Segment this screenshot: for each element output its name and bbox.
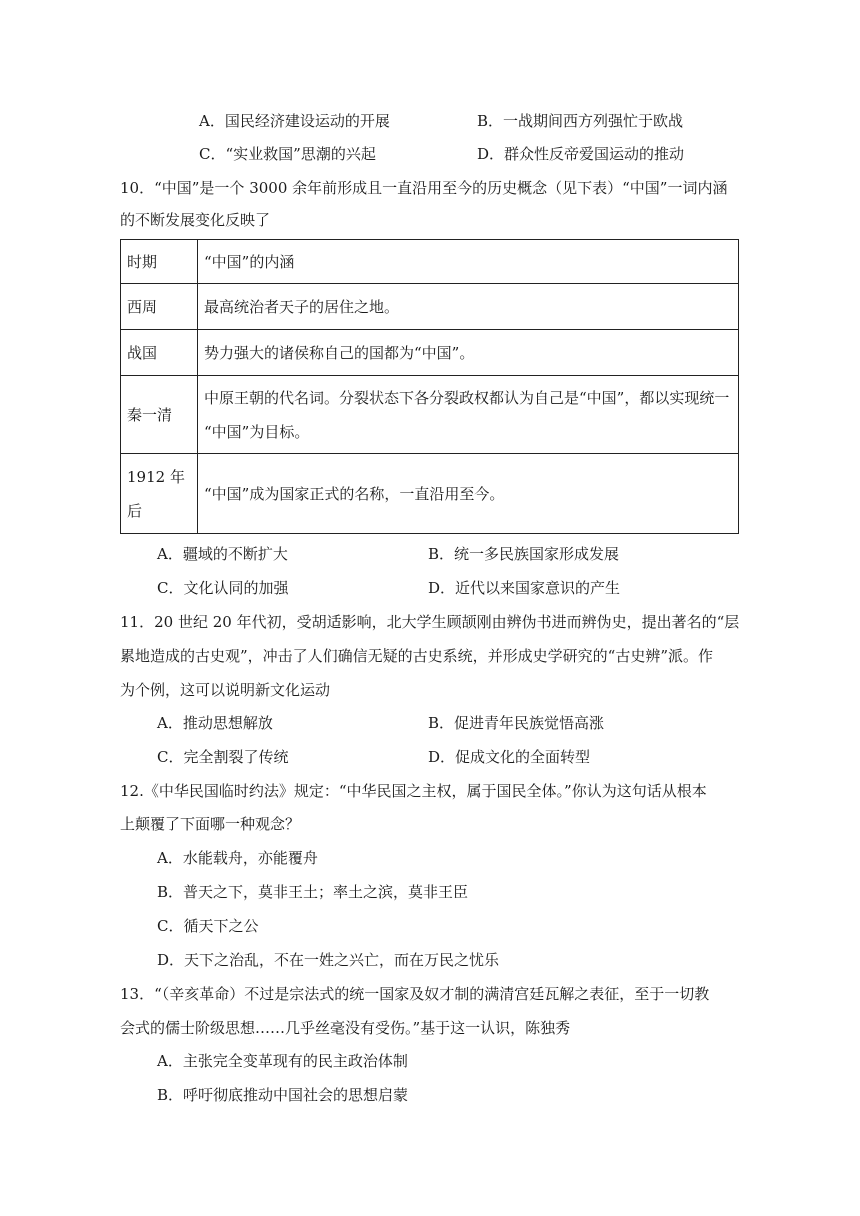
q11-option-b[interactable]: B．促进青年民族觉悟高涨 [428, 714, 605, 732]
table-cell-meaning: 势力强大的诸侯称自己的国都为“中国”。 [198, 330, 739, 376]
table-cell-meaning-line1: 中原王朝的代名词。分裂状态下各分裂政权都认为自己是“中国”，都以实现统一 [204, 388, 730, 407]
q9-option-c[interactable]: C．“实业救国”思潮的兴起 [199, 145, 376, 163]
q10-table [120, 239, 739, 534]
table-header-meaning: “中国”的内涵 [198, 240, 739, 284]
q11-stem-line3: 为个例，这可以说明新文化运动 [120, 681, 331, 699]
q10-option-b[interactable]: B．统一多民族国家形成发展 [428, 545, 620, 563]
q11-stem-line2: 累地造成的古史观”，冲击了人们确信无疑的古史系统，并形成史学研究的“古史辨”派。作 [120, 647, 714, 665]
q10-option-a[interactable]: A．疆域的不断扩大 [157, 545, 288, 563]
q9-option-b[interactable]: B．一战期间西方列强忙于欧战 [477, 112, 684, 130]
q9-option-a[interactable]: A．国民经济建设运动的开展 [199, 112, 390, 130]
q12-option-d[interactable]: D．天下之治乱，不在一姓之兴亡，而在万民之忧乐 [157, 951, 500, 969]
table-header-period: 时期 [121, 240, 198, 284]
table-cell-meaning: “中国”成为国家正式的名称，一直沿用至今。 [198, 454, 739, 534]
table-cell-period: 战国 [121, 330, 198, 376]
q13-option-b[interactable]: B．呼吁彻底推动中国社会的思想启蒙 [157, 1086, 409, 1104]
table-cell-period [121, 454, 198, 534]
table-row [121, 240, 739, 284]
table-cell-period-line2: 后 [127, 501, 143, 520]
q11-stem-line1: 11．20 世纪 20 年代初，受胡适影响，北大学生顾颉刚由辨伪书进而辨伪史，提出著名的“层 [120, 613, 740, 631]
q9-option-d[interactable]: D．群众性反帝爱国运动的推动 [477, 145, 685, 163]
q13-stem-line1: 13．“（辛亥革命）不过是宗法式的统一国家及奴才制的满清宫廷瓦解之表征，至于一切教 [120, 985, 710, 1003]
q10-option-d[interactable]: D．近代以来国家意识的产生 [428, 579, 621, 597]
q12-option-a[interactable]: A．水能载舟，亦能覆舟 [157, 849, 318, 867]
table-cell-meaning [198, 376, 739, 454]
table-cell-period: 西周 [121, 284, 198, 330]
table-row [121, 454, 739, 534]
q12-stem-line2: 上颠覆了下面哪一种观念？ [120, 815, 301, 833]
q12-stem-line1: 12.《中华民国临时约法》规定：“中华民国之主权，属于国民全体。”你认为这句话从根本 [120, 782, 707, 800]
q13-stem-line2: 会式的儒士阶级思想……几乎丝毫没有受伤。”基于这一认识，陈独秀 [120, 1019, 571, 1037]
table-row [121, 330, 739, 376]
q11-option-c[interactable]: C．完全割裂了传统 [157, 748, 289, 766]
q12-option-c[interactable]: C．循天下之公 [157, 917, 259, 935]
q11-option-a[interactable]: A．推动思想解放 [157, 714, 273, 732]
q10-stem-line2: 的不断发展变化反映了 [120, 211, 271, 229]
q10-stem-line1: 10．“中国”是一个 3000 余年前形成且一直沿用至今的历史概念（见下表）“中国”一词内涵 [120, 179, 728, 197]
q12-option-b[interactable]: B．普天之下，莫非王土；率土之滨，莫非王臣 [157, 883, 469, 901]
table-row [121, 376, 739, 454]
table-cell-period: 秦一清 [121, 376, 198, 454]
table-cell-meaning-line2: “中国”为目标。 [204, 422, 310, 441]
table-cell-meaning: 最高统治者天子的居住之地。 [198, 284, 739, 330]
q11-option-d[interactable]: D．促成文化的全面转型 [428, 748, 591, 766]
q10-option-c[interactable]: C．文化认同的加强 [157, 579, 289, 597]
table-row [121, 284, 739, 330]
q13-option-a[interactable]: A．主张完全变革现有的民主政治体制 [157, 1052, 408, 1070]
table-cell-period-line1: 1912 年 [127, 467, 185, 486]
